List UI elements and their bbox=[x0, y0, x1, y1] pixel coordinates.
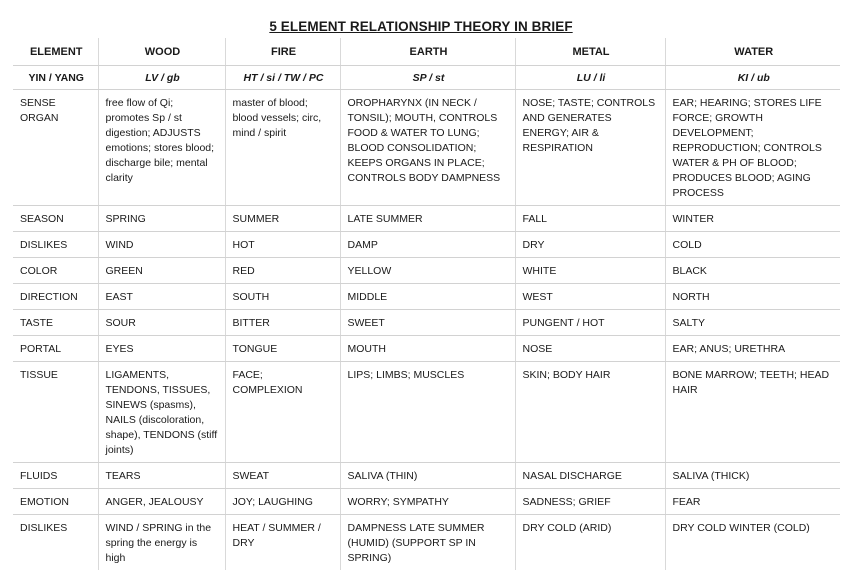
yin-yang-label: YIN / YANG bbox=[13, 66, 98, 90]
cell-water: BONE MARROW; TEETH; HEAD HAIR bbox=[665, 362, 840, 463]
cell-earth: OROPHARYNX (IN NECK / TONSIL); MOUTH, CONTROLS FOOD & WATER TO LUNG; BLOOD CONSOLIDATION; KEEPS ORGANS IN PLACE; CONTROLS BODY DAMPNESS bbox=[340, 90, 515, 206]
header-wood: WOOD bbox=[98, 38, 225, 66]
cell-earth: MOUTH bbox=[340, 336, 515, 362]
cell-metal: FALL bbox=[515, 206, 665, 232]
yin-yang-earth: SP / st bbox=[340, 66, 515, 90]
cell-wood: EYES bbox=[98, 336, 225, 362]
yin-yang-fire: HT / si / TW / PC bbox=[225, 66, 340, 90]
cell-wood: WIND / SPRING in the spring the energy is high bbox=[98, 515, 225, 571]
table-row bbox=[13, 515, 840, 571]
cell-wood: free flow of Qi; promotes Sp / st digestion; ADJUSTS emotions; stores blood; discharge bile; mental clarity bbox=[98, 90, 225, 206]
header-element: ELEMENT bbox=[13, 38, 98, 66]
table-row bbox=[13, 206, 840, 232]
cell-metal: NOSE; TASTE; CONTROLS AND GENERATES ENERGY; AIR & RESPIRATION bbox=[515, 90, 665, 206]
cell-fire: master of blood; blood vessels; circ, mind / spirit bbox=[225, 90, 340, 206]
cell-metal: SADNESS; GRIEF bbox=[515, 489, 665, 515]
row-label: DISLIKES bbox=[13, 232, 98, 258]
header-row bbox=[13, 38, 840, 66]
cell-water: SALTY bbox=[665, 310, 840, 336]
yin-yang-water: KI / ub bbox=[665, 66, 840, 90]
cell-wood: ANGER, JEALOUSY bbox=[98, 489, 225, 515]
table-row bbox=[13, 336, 840, 362]
cell-metal: SKIN; BODY HAIR bbox=[515, 362, 665, 463]
row-label: EMOTION bbox=[13, 489, 98, 515]
cell-fire: BITTER bbox=[225, 310, 340, 336]
cell-fire: SUMMER bbox=[225, 206, 340, 232]
cell-metal: NOSE bbox=[515, 336, 665, 362]
cell-earth: LATE SUMMER bbox=[340, 206, 515, 232]
cell-water: SALIVA (THICK) bbox=[665, 463, 840, 489]
cell-fire: RED bbox=[225, 258, 340, 284]
row-label: TISSUE bbox=[13, 362, 98, 463]
table-row bbox=[13, 463, 840, 489]
header-water: WATER bbox=[665, 38, 840, 66]
header-earth: EARTH bbox=[340, 38, 515, 66]
header-fire: FIRE bbox=[225, 38, 340, 66]
row-label: DIRECTION bbox=[13, 284, 98, 310]
cell-metal: NASAL DISCHARGE bbox=[515, 463, 665, 489]
row-label: COLOR bbox=[13, 258, 98, 284]
document-title: 5 ELEMENT RELATIONSHIP THEORY IN BRIEF bbox=[269, 19, 573, 34]
cell-wood: SPRING bbox=[98, 206, 225, 232]
row-label: DISLIKES bbox=[20, 522, 68, 534]
cell-fire: JOY; LAUGHING bbox=[225, 489, 340, 515]
cell-fire: TONGUE bbox=[225, 336, 340, 362]
row-label: PORTAL bbox=[13, 336, 98, 362]
cell-earth: WORRY; SYMPATHY bbox=[340, 489, 515, 515]
table-row bbox=[13, 489, 840, 515]
cell-fire: SWEAT bbox=[225, 463, 340, 489]
cell-water: NORTH bbox=[665, 284, 840, 310]
cell-wood: WIND bbox=[98, 232, 225, 258]
element-table bbox=[13, 38, 840, 570]
row-label: TASTE bbox=[13, 310, 98, 336]
cell-water: EAR; HEARING; STORES LIFE FORCE; GROWTH DEVELOPMENT; REPRODUCTION; CONTROLS WATER & PH OF BLOOD; PRODUCES BLOOD; AGING PROCESS bbox=[665, 90, 840, 206]
yin-yang-row bbox=[13, 66, 840, 90]
table-row bbox=[13, 310, 840, 336]
cell-metal: WEST bbox=[515, 284, 665, 310]
cell-wood: EAST bbox=[98, 284, 225, 310]
cell-wood: TEARS bbox=[98, 463, 225, 489]
cell-water: DRY COLD WINTER (COLD) bbox=[665, 515, 840, 571]
cell-fire: FACE; COMPLEXION bbox=[225, 362, 340, 463]
cell-earth: DAMPNESS LATE SUMMER (HUMID) (SUPPORT SP IN SPRING) bbox=[340, 515, 515, 571]
yin-yang-metal: LU / li bbox=[515, 66, 665, 90]
row-label: FLUIDS bbox=[13, 463, 98, 489]
cell-fire: HOT bbox=[225, 232, 340, 258]
cell-water: COLD bbox=[665, 232, 840, 258]
cell-water: WINTER bbox=[665, 206, 840, 232]
cell-earth: LIPS; LIMBS; MUSCLES bbox=[340, 362, 515, 463]
cell-water: EAR; ANUS; URETHRA bbox=[665, 336, 840, 362]
header-metal: METAL bbox=[515, 38, 665, 66]
cell-earth: MIDDLE bbox=[340, 284, 515, 310]
yin-yang-wood: LV / gb bbox=[98, 66, 225, 90]
table-row bbox=[13, 284, 840, 310]
cell-water: BLACK bbox=[665, 258, 840, 284]
cell-metal: DRY bbox=[515, 232, 665, 258]
row-label: SENSE ORGAN bbox=[13, 90, 98, 206]
table-row bbox=[13, 90, 840, 206]
row-label: SEASON bbox=[13, 206, 98, 232]
table-row bbox=[13, 258, 840, 284]
cell-wood: SOUR bbox=[98, 310, 225, 336]
cell-metal: PUNGENT / HOT bbox=[515, 310, 665, 336]
cell-fire: HEAT / SUMMER / DRY bbox=[225, 515, 340, 571]
cell-metal: WHITE bbox=[515, 258, 665, 284]
cell-fire: SOUTH bbox=[225, 284, 340, 310]
cell-wood: LIGAMENTS, TENDONS, TISSUES, SINEWS (spasms), NAILS (discoloration, shape), TENDONS (stiff joints) bbox=[98, 362, 225, 463]
table-row bbox=[13, 232, 840, 258]
cell-earth: SWEET bbox=[340, 310, 515, 336]
cell-metal: DRY COLD (ARID) bbox=[515, 515, 665, 571]
cell-earth: SALIVA (THIN) bbox=[340, 463, 515, 489]
cell-wood: GREEN bbox=[98, 258, 225, 284]
table-row bbox=[13, 362, 840, 463]
cell-earth: YELLOW bbox=[340, 258, 515, 284]
cell-earth: DAMP bbox=[340, 232, 515, 258]
cell-water: FEAR bbox=[665, 489, 840, 515]
